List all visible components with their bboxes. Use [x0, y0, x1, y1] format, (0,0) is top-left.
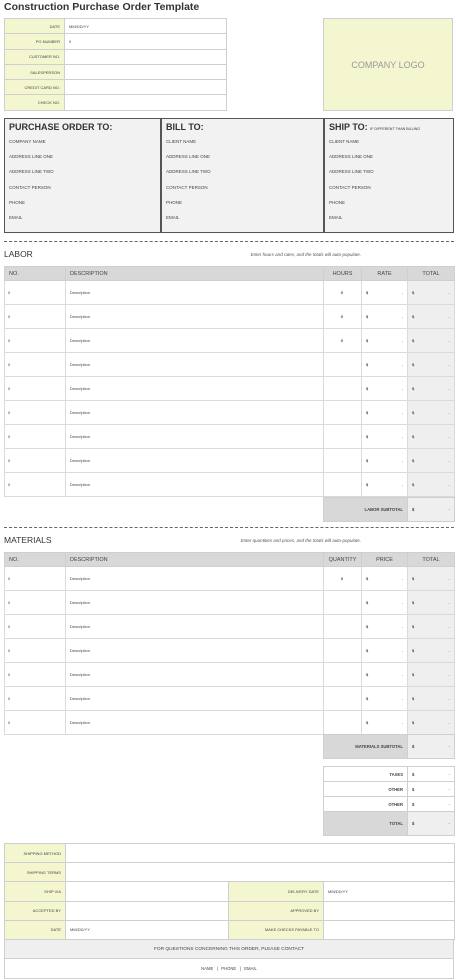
- item-description[interactable]: Description: [66, 305, 324, 329]
- currency-symbol: $: [412, 434, 415, 439]
- line-item-row: [5, 473, 455, 497]
- empty-value: -: [448, 338, 450, 343]
- empty-value: -: [401, 720, 403, 725]
- item-number[interactable]: 0: [5, 473, 66, 497]
- address-line[interactable]: EMAIL: [329, 214, 343, 220]
- empty-value: -: [448, 482, 450, 487]
- item-quantity[interactable]: 0: [324, 305, 362, 329]
- shipping-terms-field[interactable]: [66, 863, 455, 882]
- column-header: PRICE: [362, 553, 408, 567]
- info-value[interactable]: [65, 80, 227, 95]
- currency-symbol: $: [366, 720, 369, 725]
- item-total: [408, 353, 455, 377]
- item-total: [408, 615, 455, 639]
- item-description[interactable]: Description: [66, 639, 324, 663]
- contact-block: [4, 939, 454, 979]
- column-header: DESCRIPTION: [66, 267, 324, 281]
- empty-value: -: [448, 624, 450, 629]
- ship-to-note: IF DIFFERENT THAN BILLING: [370, 127, 420, 131]
- currency-symbol: $: [366, 410, 369, 415]
- currency-symbol: $: [366, 434, 369, 439]
- item-total: [408, 711, 455, 735]
- bill-to-block: [161, 118, 324, 233]
- line-item-row: [5, 305, 455, 329]
- info-row: [5, 64, 227, 79]
- empty-value: -: [448, 434, 450, 439]
- item-description[interactable]: Description: [66, 401, 324, 425]
- info-row: [5, 19, 227, 34]
- line-item-row: [5, 353, 455, 377]
- item-rate[interactable]: [362, 591, 408, 615]
- item-number[interactable]: 0: [5, 377, 66, 401]
- line-item-row: [5, 639, 455, 663]
- labor-title: LABOR: [4, 249, 33, 259]
- address-line[interactable]: ADDRESS LINE TWO: [166, 169, 211, 175]
- empty-value: -: [448, 821, 450, 826]
- item-number[interactable]: 0: [5, 615, 66, 639]
- item-total: [408, 567, 455, 591]
- item-description[interactable]: Description: [66, 353, 324, 377]
- column-header: TOTAL: [408, 267, 455, 281]
- materials-table: [4, 552, 455, 735]
- currency-symbol: $: [412, 801, 415, 807]
- item-quantity[interactable]: 0: [324, 567, 362, 591]
- payable-to-field[interactable]: [324, 920, 455, 939]
- item-description[interactable]: Description: [66, 663, 324, 687]
- info-label: SALESPERSON: [5, 64, 65, 79]
- empty-value: -: [448, 314, 450, 319]
- empty-value: -: [448, 744, 450, 749]
- item-number[interactable]: 0: [5, 281, 66, 305]
- contact-question: FOR QUESTIONS CONCERNING THIS ORDER, PLEASE CONTACT: [5, 940, 453, 959]
- item-total: [408, 305, 455, 329]
- totals-value[interactable]: [408, 797, 455, 812]
- ship-via-field[interactable]: [66, 882, 229, 901]
- currency-symbol: $: [412, 720, 415, 725]
- ship-to-heading: [329, 122, 449, 134]
- empty-value: -: [401, 410, 403, 415]
- column-header: DESCRIPTION: [66, 553, 324, 567]
- item-total: [408, 687, 455, 711]
- address-line[interactable]: EMAIL: [166, 214, 180, 220]
- line-item-row: [5, 329, 455, 353]
- item-quantity[interactable]: [324, 639, 362, 663]
- item-total: [408, 281, 455, 305]
- labor-subtotal-value: [408, 498, 455, 522]
- item-number[interactable]: 0: [5, 639, 66, 663]
- delivery-date-field[interactable]: MM/DD/YY: [324, 882, 455, 901]
- item-description[interactable]: Description: [66, 591, 324, 615]
- item-rate[interactable]: [362, 449, 408, 473]
- page-title: Construction Purchase Order Template: [4, 1, 200, 13]
- info-value[interactable]: 0: [65, 34, 227, 49]
- item-total: [408, 329, 455, 353]
- item-number[interactable]: 0: [5, 329, 66, 353]
- shipping-method-field[interactable]: [66, 844, 455, 863]
- item-number[interactable]: 0: [5, 591, 66, 615]
- address-line[interactable]: CLIENT NAME: [166, 139, 197, 144]
- currency-symbol: $: [412, 507, 415, 512]
- ship-to-block: [324, 118, 454, 233]
- approved-by-field[interactable]: [324, 901, 455, 920]
- item-quantity[interactable]: [324, 377, 362, 401]
- currency-symbol: $: [412, 386, 415, 391]
- item-description[interactable]: Description: [66, 329, 324, 353]
- delivery-date-label: DELIVERY DATE: [229, 882, 324, 901]
- item-quantity[interactable]: 0: [324, 329, 362, 353]
- item-description[interactable]: Description: [66, 425, 324, 449]
- currency-symbol: $: [412, 314, 415, 319]
- column-header: NO.: [5, 553, 66, 567]
- empty-value: -: [401, 648, 403, 653]
- column-header: RATE: [362, 267, 408, 281]
- purchase-order-to-block: [4, 118, 161, 233]
- info-value[interactable]: [65, 49, 227, 64]
- empty-value: -: [448, 786, 450, 792]
- empty-value: -: [401, 290, 403, 295]
- currency-symbol: $: [366, 290, 369, 295]
- column-header: TOTAL: [408, 553, 455, 567]
- empty-value: -: [401, 600, 403, 605]
- accepted-by-label: ACCEPTED BY: [5, 901, 66, 920]
- currency-symbol: $: [412, 576, 415, 581]
- currency-symbol: $: [412, 624, 415, 629]
- currency-symbol: $: [366, 338, 369, 343]
- empty-value: -: [401, 696, 403, 701]
- empty-value: -: [401, 338, 403, 343]
- info-row: [5, 49, 227, 64]
- column-header: NO.: [5, 267, 66, 281]
- item-number[interactable]: 0: [5, 305, 66, 329]
- currency-symbol: $: [412, 410, 415, 415]
- currency-symbol: $: [366, 362, 369, 367]
- purchase-order-to-heading: PURCHASE ORDER TO:: [9, 122, 113, 132]
- totals-value[interactable]: [408, 767, 455, 782]
- materials-subtotal-value: [408, 735, 455, 759]
- totals-label: TAXES: [324, 767, 408, 782]
- currency-symbol: $: [366, 482, 369, 487]
- item-quantity[interactable]: [324, 425, 362, 449]
- item-total: [408, 401, 455, 425]
- empty-value: -: [448, 672, 450, 677]
- line-item-row: [5, 711, 455, 735]
- item-number[interactable]: 0: [5, 687, 66, 711]
- item-quantity[interactable]: [324, 663, 362, 687]
- empty-value: -: [401, 434, 403, 439]
- currency-symbol: $: [366, 458, 369, 463]
- item-quantity[interactable]: [324, 473, 362, 497]
- line-item-row: [5, 591, 455, 615]
- grand-total-value: [408, 812, 455, 836]
- line-item-row: [5, 663, 455, 687]
- item-quantity[interactable]: [324, 401, 362, 425]
- item-total: [408, 449, 455, 473]
- line-item-row: [5, 615, 455, 639]
- item-number[interactable]: 0: [5, 449, 66, 473]
- currency-symbol: $: [366, 672, 369, 677]
- info-label: CHECK NO.: [5, 95, 65, 110]
- approved-by-label: APPROVED BY: [229, 901, 324, 920]
- currency-symbol: $: [412, 672, 415, 677]
- column-header: HOURS: [324, 267, 362, 281]
- info-row: [5, 80, 227, 95]
- item-description[interactable]: Description: [66, 567, 324, 591]
- address-line[interactable]: ADDRESS LINE ONE: [329, 154, 374, 160]
- address-line[interactable]: PHONE: [9, 199, 26, 205]
- address-line[interactable]: CLIENT NAME: [329, 139, 360, 144]
- item-quantity[interactable]: [324, 687, 362, 711]
- currency-symbol: $: [412, 648, 415, 653]
- totals-table: [323, 766, 455, 836]
- materials-divider: [4, 527, 454, 528]
- item-quantity[interactable]: [324, 591, 362, 615]
- address-line[interactable]: CONTACT PERSON: [166, 184, 208, 190]
- item-description[interactable]: Description: [66, 615, 324, 639]
- item-quantity[interactable]: 0: [324, 281, 362, 305]
- materials-subtotal-table: [323, 734, 455, 759]
- item-total: [408, 663, 455, 687]
- item-number[interactable]: 0: [5, 425, 66, 449]
- labor-subtotal-table: [323, 497, 455, 522]
- empty-value: -: [448, 458, 450, 463]
- empty-value: -: [401, 362, 403, 367]
- empty-value: -: [401, 672, 403, 677]
- currency-symbol: $: [412, 600, 415, 605]
- totals-label: OTHER: [324, 797, 408, 812]
- address-line[interactable]: ADDRESS LINE TWO: [329, 169, 374, 175]
- column-header: QUANTITY: [324, 553, 362, 567]
- empty-value: -: [448, 720, 450, 725]
- line-item-row: [5, 425, 455, 449]
- info-label: PO NUMBER: [5, 34, 65, 49]
- empty-value: -: [448, 696, 450, 701]
- currency-symbol: $: [366, 314, 369, 319]
- item-description[interactable]: Description: [66, 281, 324, 305]
- empty-value: -: [401, 576, 403, 581]
- totals-value[interactable]: [408, 782, 455, 797]
- empty-value: -: [401, 482, 403, 487]
- shipping-table: [4, 843, 455, 940]
- item-total: [408, 377, 455, 401]
- currency-symbol: $: [366, 576, 369, 581]
- empty-value: -: [401, 386, 403, 391]
- currency-symbol: $: [412, 744, 415, 749]
- item-description[interactable]: Description: [66, 473, 324, 497]
- empty-value: -: [448, 771, 450, 777]
- address-line[interactable]: ADDRESS LINE ONE: [9, 154, 54, 160]
- materials-title: MATERIALS: [4, 535, 52, 545]
- item-rate[interactable]: [362, 567, 408, 591]
- currency-symbol: $: [412, 290, 415, 295]
- currency-symbol: $: [366, 696, 369, 701]
- info-value[interactable]: [65, 64, 227, 79]
- line-item-row: [5, 377, 455, 401]
- info-label: DATE: [5, 19, 65, 34]
- currency-symbol: $: [366, 624, 369, 629]
- item-number[interactable]: 0: [5, 711, 66, 735]
- address-line[interactable]: PHONE: [166, 199, 183, 205]
- totals-row: [324, 767, 455, 782]
- empty-value: -: [448, 801, 450, 807]
- address-line[interactable]: ADDRESS LINE TWO: [9, 169, 54, 175]
- payable-to-label: MAKE CHECKS PAYABLE TO: [229, 920, 324, 939]
- line-item-row: [5, 449, 455, 473]
- item-rate[interactable]: [362, 687, 408, 711]
- info-label: CREDIT CARD NO.: [5, 80, 65, 95]
- currency-symbol: $: [412, 482, 415, 487]
- line-item-row: [5, 401, 455, 425]
- order-info-table: [4, 18, 227, 111]
- item-rate[interactable]: [362, 353, 408, 377]
- shipping-method-label: SHIPPING METHOD: [5, 844, 66, 863]
- currency-symbol: $: [366, 600, 369, 605]
- currency-symbol: $: [366, 386, 369, 391]
- accepted-by-field[interactable]: [66, 901, 229, 920]
- item-number[interactable]: 0: [5, 663, 66, 687]
- item-description[interactable]: Description: [66, 711, 324, 735]
- empty-value: -: [448, 576, 450, 581]
- item-rate[interactable]: [362, 711, 408, 735]
- totals-row: [324, 797, 455, 812]
- ship-via-label: SHIP VIA: [5, 882, 66, 901]
- date-field[interactable]: MM/DD/YY: [66, 920, 229, 939]
- address-line[interactable]: PHONE: [329, 199, 346, 205]
- empty-value: -: [448, 648, 450, 653]
- info-value[interactable]: [65, 95, 227, 110]
- grand-total-label: TOTAL: [324, 812, 408, 836]
- item-description[interactable]: Description: [66, 687, 324, 711]
- address-line[interactable]: CONTACT PERSON: [329, 184, 371, 190]
- address-line[interactable]: CONTACT PERSON: [9, 184, 51, 190]
- labor-subtotal-label: LABOR SUBTOTAL: [324, 498, 408, 522]
- item-rate[interactable]: [362, 401, 408, 425]
- address-line[interactable]: COMPANY NAME: [9, 139, 46, 144]
- empty-value: -: [448, 507, 450, 512]
- empty-value: -: [401, 458, 403, 463]
- materials-note: Enter quantities and prices, and the totals will auto-populate.: [240, 538, 361, 543]
- empty-value: -: [401, 624, 403, 629]
- item-quantity[interactable]: [324, 449, 362, 473]
- currency-symbol: $: [412, 786, 415, 792]
- currency-symbol: $: [412, 458, 415, 463]
- currency-symbol: $: [412, 696, 415, 701]
- info-value[interactable]: MM/DD/YY: [65, 19, 227, 34]
- totals-label: OTHER: [324, 782, 408, 797]
- company-logo[interactable]: COMPANY LOGO: [323, 18, 453, 111]
- empty-value: -: [448, 600, 450, 605]
- item-description[interactable]: Description: [66, 377, 324, 401]
- item-rate[interactable]: [362, 329, 408, 353]
- info-row: [5, 34, 227, 49]
- item-rate[interactable]: [362, 663, 408, 687]
- item-description[interactable]: Description: [66, 449, 324, 473]
- item-quantity[interactable]: [324, 711, 362, 735]
- empty-value: -: [448, 290, 450, 295]
- info-row: [5, 95, 227, 110]
- line-item-row: [5, 281, 455, 305]
- grand-total-row: [324, 812, 455, 836]
- empty-value: -: [448, 410, 450, 415]
- labor-table: [4, 266, 455, 497]
- item-quantity[interactable]: [324, 615, 362, 639]
- item-total: [408, 425, 455, 449]
- item-rate[interactable]: [362, 305, 408, 329]
- empty-value: -: [448, 386, 450, 391]
- item-rate[interactable]: [362, 639, 408, 663]
- labor-note: Enter hours and rates, and the totals will auto-populate.: [250, 252, 361, 257]
- item-quantity[interactable]: [324, 353, 362, 377]
- item-rate[interactable]: [362, 615, 408, 639]
- item-total: [408, 639, 455, 663]
- totals-row: [324, 782, 455, 797]
- address-line[interactable]: EMAIL: [9, 214, 23, 220]
- empty-value: -: [401, 314, 403, 319]
- empty-value: -: [448, 362, 450, 367]
- item-total: [408, 591, 455, 615]
- item-rate[interactable]: [362, 281, 408, 305]
- currency-symbol: $: [412, 362, 415, 367]
- currency-symbol: $: [412, 338, 415, 343]
- line-item-row: [5, 687, 455, 711]
- info-label: CUSTOMER NO.: [5, 49, 65, 64]
- item-rate[interactable]: [362, 473, 408, 497]
- currency-symbol: $: [366, 648, 369, 653]
- item-number[interactable]: 0: [5, 353, 66, 377]
- ship-to-title: SHIP TO:: [329, 122, 368, 132]
- item-number[interactable]: 0: [5, 401, 66, 425]
- item-total: [408, 473, 455, 497]
- currency-symbol: $: [412, 771, 415, 777]
- date-label: DATE: [5, 920, 66, 939]
- item-rate[interactable]: [362, 377, 408, 401]
- address-line[interactable]: ADDRESS LINE ONE: [166, 154, 211, 160]
- item-number[interactable]: 0: [5, 567, 66, 591]
- materials-subtotal-label: MATERIALS SUBTOTAL: [324, 735, 408, 759]
- item-rate[interactable]: [362, 425, 408, 449]
- labor-divider: [4, 241, 454, 242]
- bill-to-heading: BILL TO:: [166, 122, 204, 132]
- shipping-terms-label: SHIPPING TERMS: [5, 863, 66, 882]
- contact-details: NAME | PHONE | EMAIL: [201, 966, 257, 971]
- line-item-row: [5, 567, 455, 591]
- currency-symbol: $: [412, 821, 415, 826]
